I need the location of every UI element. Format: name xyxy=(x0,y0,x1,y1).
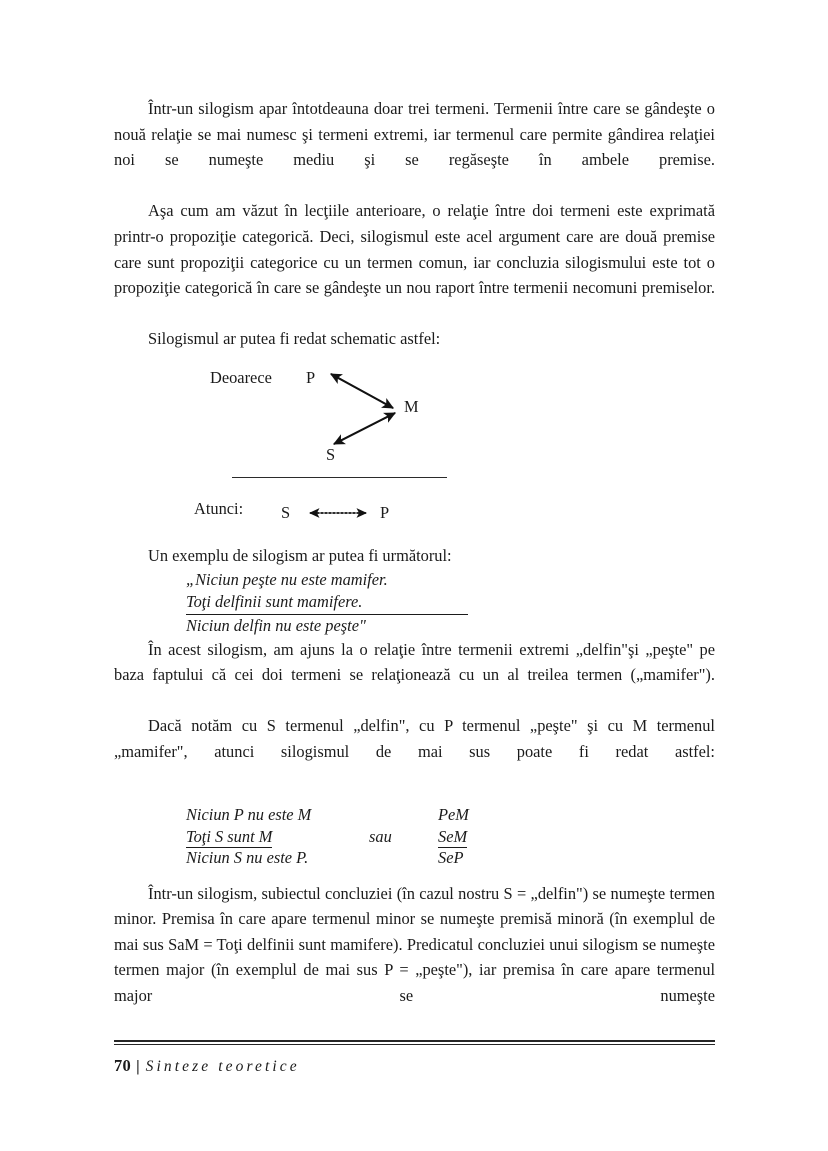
notation-row-minor xyxy=(114,826,715,848)
footer-page-number: 70 xyxy=(114,1055,132,1075)
paragraph-2: Aşa cum am văzut în lecţiile anterioare, o relaţie între doi termeni este exprimată printr-o propoziţie categorică. Deci, silogismul este acel argument care are două premise care sunt propoziţii categorice cu un termen comun, iar concluzia silogismului este tot o propoziţie categorică în care se gândeşte un nou raport între termenii necomuni premiselor. xyxy=(114,201,715,298)
notation-left-major: Niciun P nu este M xyxy=(186,805,312,825)
notation-block xyxy=(114,804,715,869)
footer-text xyxy=(114,1056,715,1076)
example-premise-major: „Niciun peşte nu este mamifer. xyxy=(186,569,388,589)
page-content xyxy=(114,96,715,1034)
footer-separator: | xyxy=(136,1057,140,1075)
paragraph-5: Dacă notăm cu S termenul „delfin", cu P termenul „peşte" şi cu M termenul „mamifer", atunci silogismul de mai sus poate fi redat astfel: xyxy=(114,716,715,761)
notation-left-minor: Toţi S sunt M xyxy=(186,826,272,849)
footer-rule-top xyxy=(114,1040,715,1042)
diagram-label-p-lower: P xyxy=(380,502,390,522)
example-syllogism xyxy=(114,569,715,637)
notation-right-major: PeM xyxy=(438,805,469,825)
diagram-label-deoarece: Deoarece xyxy=(210,367,272,387)
footer-section-title: Sinteze teoretice xyxy=(145,1057,300,1075)
diagram-label-p-top: P xyxy=(306,367,316,387)
notation-left-conclusion: Niciun S nu este P. xyxy=(186,848,309,868)
paragraph-4: În acest silogism, am ajuns la o relaţie între termenii extremi „delfin"şi „peşte" pe baza faptului că cei doi termeni se relaţionează cu un al treilea termen („mamifer"). xyxy=(114,639,715,685)
notation-right-conclusion: SeP xyxy=(438,848,464,868)
syllogism-schematic-diagram xyxy=(114,359,715,529)
diagram-label-s-lower: S xyxy=(281,502,291,522)
paragraph-6: Într-un silogism, subiectul concluziei (în cazul nostru S = „delfin") se numeşte termen minor. Premisa în care apare termenul minor se numeşte premisă minoră (în exemplul de mai sus SaM = Toţi delfinii sunt mamifere). Predicatul concluziei unui silogism se numeşte termen major (în exemplul de mai sus P = „peşte"), iar premisa în care apare termenul major se numeşte xyxy=(114,883,715,1005)
page-footer xyxy=(114,1040,715,1076)
footer-rule-bottom xyxy=(114,1044,715,1045)
example-lead: Un exemplu de silogism ar putea fi următorul: xyxy=(148,545,452,565)
example-block xyxy=(114,543,715,637)
example-conclusion: Niciun delfin nu este peşte" xyxy=(186,615,366,635)
paragraph-3-schema-intro: Silogismul ar putea fi redat schematic astfel: xyxy=(148,329,441,349)
paragraph-1: Într-un silogism apar întotdeauna doar trei termeni. Termenii între care se gândeşte o nouă relaţie se mai numesc şi termeni extremi, iar termenul care permite gândirea relaţiei noi se numeşte mediu şi se regăseşte în ambele premise. xyxy=(114,99,715,170)
notation-connector: sau xyxy=(369,826,392,846)
example-premise-minor: Toţi delfinii sunt mamifere. xyxy=(186,591,468,615)
diagram-label-atunci: Atunci: xyxy=(194,498,244,518)
notation-row-major xyxy=(114,804,715,826)
diagram-conclusion-arrow xyxy=(114,359,715,529)
diagram-label-m: M xyxy=(404,396,419,416)
notation-right-minor: SeM xyxy=(438,826,467,849)
notation-row-conclusion xyxy=(114,847,715,869)
diagram-label-s-bottom: S xyxy=(326,444,336,464)
